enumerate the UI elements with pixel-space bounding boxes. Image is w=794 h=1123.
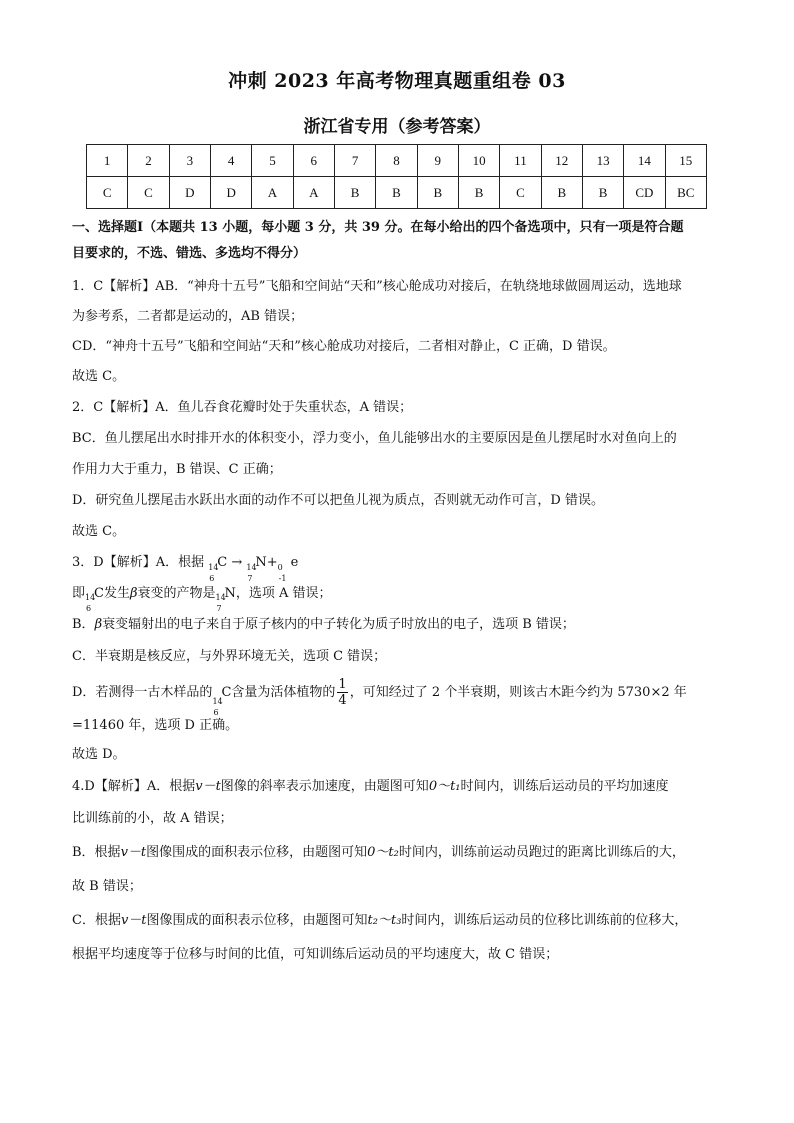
time-range: t₂～t₃	[367, 913, 402, 928]
mass-number: 14	[85, 593, 96, 602]
q3-line	[72, 673, 724, 717]
answer-cell: B	[417, 177, 458, 209]
answer-table-number-row	[87, 145, 707, 177]
atomic-number: 7	[216, 604, 222, 613]
question-number-cell: 7	[334, 145, 375, 177]
q3-text: ，可知经过了 2 个半衰期，则该古木距今约为 5730×2 年	[349, 685, 687, 700]
q2-line: BC．鱼儿摆尾出水时排开水的体积变小，浮力变小，鱼儿能够出水的主要原因是鱼儿摆尾时水对鱼向上的	[72, 431, 677, 446]
question-2-explanation	[72, 392, 724, 547]
q2-line: 2．C【解析】A．鱼儿吞食花瓣时处于失重状态，A 错误；	[72, 400, 413, 415]
q4-line: 根据平均速度等于位移与时间的比值，可知训练后运动员的平均速度大，故 C 错误；	[72, 947, 559, 962]
atomic-number: 6	[86, 604, 92, 613]
q1-line: 故选 C。	[72, 369, 126, 384]
q4-text: B．根据	[72, 845, 121, 860]
question-number-cell: 9	[417, 145, 458, 177]
mass-number: 14	[208, 563, 219, 572]
answer-cell: B	[541, 177, 582, 209]
mass-number: 14	[212, 697, 223, 706]
q3-text: B．	[72, 617, 95, 632]
q3-line	[72, 579, 724, 613]
answer-table	[86, 144, 707, 209]
atomic-number: 7	[247, 574, 253, 583]
q4-text: 图像围成的面积表示位移，由题图可知	[146, 913, 368, 928]
q4-line	[72, 902, 724, 940]
question-number-cell: 4	[210, 145, 251, 177]
element-symbol: N	[255, 555, 267, 570]
answer-table-answer-row	[87, 177, 707, 209]
q4-text: C．根据	[72, 913, 121, 928]
element-symbol: e	[290, 555, 299, 570]
question-number-cell: 2	[128, 145, 169, 177]
nuclide-c14	[85, 586, 96, 613]
answer-cell: A	[293, 177, 334, 209]
q1-line: 为参考系，二者都是运动的，AB 错误；	[72, 309, 304, 324]
answer-cell: A	[252, 177, 293, 209]
answer-cell: BC	[665, 177, 706, 209]
nuclide-n14	[215, 586, 226, 613]
answer-cell: B	[376, 177, 417, 209]
q2-line: 作用力大于重力，B 错误、C 正确；	[72, 462, 282, 477]
vt-symbol: v－t	[120, 913, 147, 928]
q3-line: 故选 D。	[72, 747, 126, 762]
nuclide-c14	[212, 685, 223, 717]
element-symbol: C	[94, 586, 104, 601]
question-number-cell: 13	[582, 145, 623, 177]
vt-symbol: v－t	[120, 845, 147, 860]
q3-text: 3．D【解析】A．根据	[72, 555, 205, 570]
question-number-cell: 15	[665, 145, 706, 177]
element-symbol: C	[221, 685, 232, 700]
question-number-cell: 1	[87, 145, 128, 177]
plus-symbol: +	[266, 555, 278, 570]
answer-cell: B	[582, 177, 623, 209]
answer-cell: B	[458, 177, 499, 209]
question-number-cell: 11	[500, 145, 541, 177]
question-number-cell: 12	[541, 145, 582, 177]
q3-text: 含量为活体植物的	[231, 685, 336, 700]
section-heading: 一、选择题Ⅰ（本题共 13 小题，每小题 3 分，共 39 分。在每小给出的四个备选项中，只有一项是符合题	[72, 220, 684, 235]
q4-text: 时间内，训练前运动员跑过的距离比训练后的大，	[398, 845, 685, 860]
atomic-number: -1	[278, 574, 287, 583]
answer-cell: B	[334, 177, 375, 209]
q3-text: 衰变辐射出的电子来自于原子核内的中子转化为质子时放出的电子，选项 B 错误；	[102, 617, 575, 632]
question-3-explanation	[72, 547, 724, 770]
q4-text: 图像的斜率表示加速度，由题图可知	[220, 779, 429, 794]
section-heading-cont: 目要求的，不选、错选、多选均不得分）	[72, 246, 307, 261]
q4-line	[72, 770, 724, 804]
q4-text: 时间内，训练后运动员的位移比训练前的位移大，	[401, 913, 688, 928]
question-1-explanation	[72, 272, 724, 392]
q3-text: 发生	[103, 586, 130, 601]
nuclide-electron	[277, 555, 287, 583]
answer-cell: C	[500, 177, 541, 209]
atomic-number: 6	[213, 708, 219, 717]
question-number-cell: 10	[458, 145, 499, 177]
q4-line: 比训练前的小，故 A 错误；	[72, 811, 233, 826]
arrow-symbol: →	[231, 555, 243, 570]
fraction-numerator: 1	[338, 677, 347, 692]
question-number-cell: 3	[169, 145, 210, 177]
q3-text: 即	[72, 586, 86, 601]
answer-cell: C	[128, 177, 169, 209]
q3-text: D．若测得一古木样品的	[72, 685, 213, 700]
q1-line: 1．C【解析】AB．“神舟十五号”飞船和空间站“天和”核心舱成功对接后，在轨绕地球做圆周运动，选地球	[72, 279, 682, 294]
answer-cell: CD	[624, 177, 665, 209]
q4-text: 图像围成的面积表示位移，由题图可知	[146, 845, 368, 860]
question-number-cell: 6	[293, 145, 334, 177]
page-subtitle: 浙江省专用（参考答案）	[303, 117, 491, 137]
q4-line: 故 B 错误；	[72, 879, 142, 894]
fraction-denominator: 4	[338, 693, 347, 708]
time-range: 0～t₂	[367, 845, 399, 860]
mass-number: 0	[277, 563, 283, 572]
q3-line: C．半衰期是核反应，与外界环境无关，选项 C 错误；	[72, 649, 387, 664]
q3-text: ，选项 A 错误；	[235, 586, 332, 601]
nuclide-n14	[246, 555, 257, 583]
mass-number: 14	[215, 593, 226, 602]
q3-line: =11460 年，选项 D 正确。	[72, 718, 239, 733]
question-number-cell: 14	[624, 145, 665, 177]
q3-text: 衰变的产物是	[137, 586, 216, 601]
answer-cell: D	[210, 177, 251, 209]
q1-line: CD．“神舟十五号”飞船和空间站“天和”核心舱成功对接后，二者相对静止，C 正确，D 错误。	[72, 339, 616, 354]
answer-cell: C	[87, 177, 128, 209]
explanation-content	[72, 215, 724, 970]
q3-line	[72, 547, 724, 583]
mass-number: 14	[246, 563, 257, 572]
question-number-cell: 8	[376, 145, 417, 177]
beta-symbol: β	[94, 617, 103, 632]
q2-line: 故选 C。	[72, 524, 126, 539]
element-symbol: C	[217, 555, 228, 570]
question-number-cell: 5	[252, 145, 293, 177]
vt-symbol: v－t	[195, 779, 221, 794]
q4-text: 4.D【解析】A．根据	[72, 779, 196, 794]
q4-line	[72, 834, 724, 872]
beta-symbol: β	[129, 586, 138, 601]
q3-line	[72, 609, 724, 641]
time-range: 0～t₁	[428, 779, 461, 794]
page-title: 冲刺 2023 年高考物理真题重组卷 03	[228, 70, 566, 92]
element-symbol: N	[224, 586, 236, 601]
answer-cell: D	[169, 177, 210, 209]
q2-line: D．研究鱼儿摆尾击水跃出水面的动作不可以把鱼儿视为质点，否则就无动作可言，D 错误。	[72, 493, 604, 508]
atomic-number: 6	[209, 574, 215, 583]
question-4-explanation	[72, 770, 724, 970]
fraction	[337, 677, 347, 708]
nuclide-c14	[208, 555, 219, 583]
q4-text: 时间内，训练后运动员的平均加速度	[460, 779, 669, 794]
